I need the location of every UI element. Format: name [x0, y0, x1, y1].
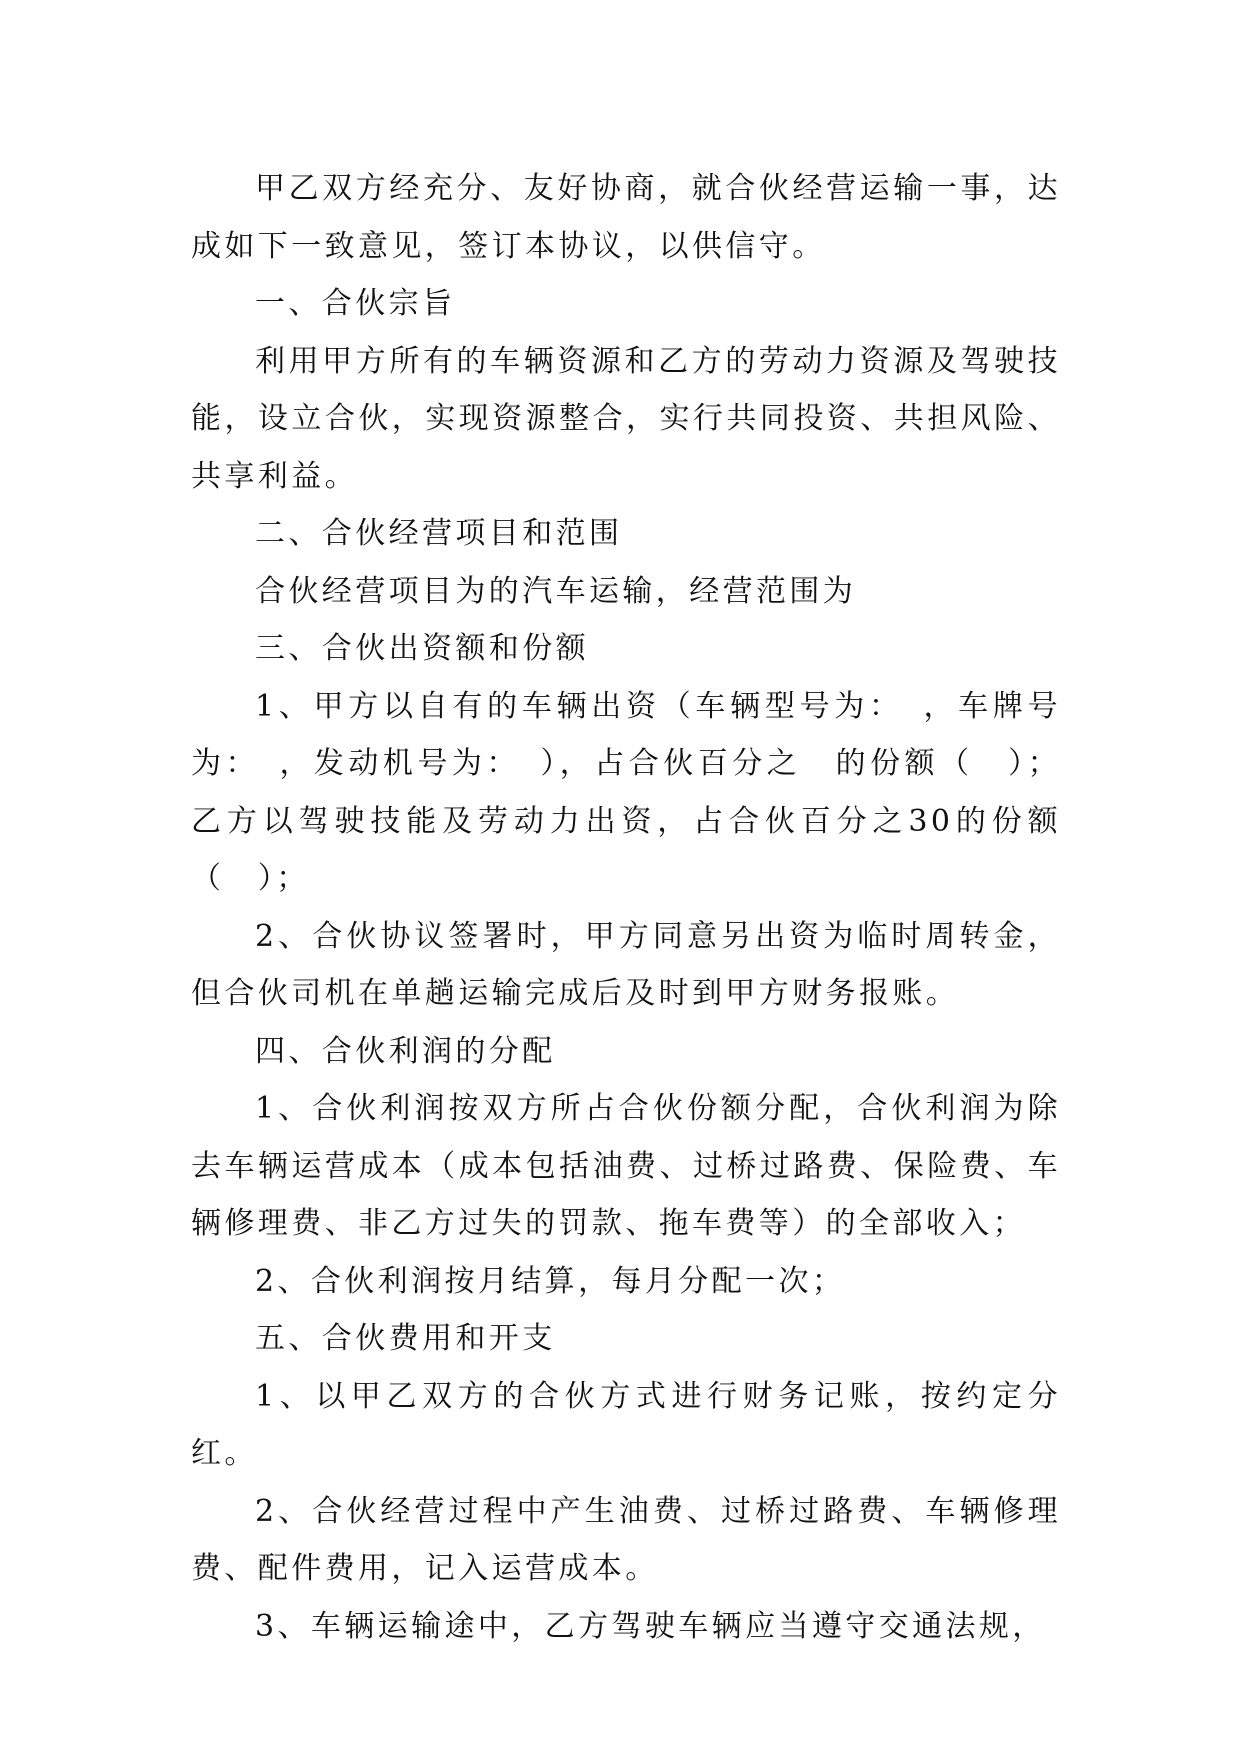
paragraph-expense-2: 2、合伙经营过程中产生油费、过桥过路费、车辆修理费、配件费用，记入运营成本。 — [191, 1493, 1061, 1586]
paragraph-contribution-1: 1、甲方以自有的车辆出资（车辆型号为： ，车牌号为： ，发动机号为： ），占合伙百分之 的份额（ ）；乙方以驾驶技能及劳动力出资，占合伙百分之30的份额（ ）； — [191, 688, 1061, 896]
paragraph-profit-2: 2、合伙利润按月结算，每月分配一次； — [255, 1263, 846, 1299]
section-heading-2: 二、合伙经营项目和范围 — [255, 516, 623, 551]
section-heading-5: 五、合伙费用和开支 — [255, 1321, 556, 1356]
paragraph-expense-3: 3、车辆运输途中，乙方驾驶车辆应当遵守交通法规， — [255, 1608, 1046, 1644]
paragraph-profit-1: 1、合伙利润按双方所占合伙份额分配，合伙利润为除去车辆运营成本（成本包括油费、过桥过路费、保险费、车辆修理费、非乙方过失的罚款、拖车费等）的全部收入； — [191, 1091, 1061, 1241]
section-heading-4: 四、合伙利润的分配 — [255, 1033, 556, 1069]
paragraph-purpose: 利用甲方所有的车辆资源和乙方的劳动力资源及驾驶技能，设立合伙，实现资源整合，实行共同投资、共担风险、共享利益。 — [191, 343, 1061, 494]
paragraph-intro: 甲乙双方经充分、友好协商，就合伙经营运输一事，达成如下一致意见，签订本协议，以供信守。 — [191, 171, 1061, 264]
paragraph-scope: 合伙经营项目为的汽车运输，经营范围为 — [255, 573, 857, 609]
section-heading-3: 三、合伙出资额和份额 — [255, 631, 589, 666]
section-heading-1: 一、合伙宗旨 — [255, 286, 456, 321]
document-body — [191, 160, 1061, 1655]
paragraph-contribution-2: 2、合伙协议签署时，甲方同意另出资为临时周转金，但合伙司机在单趟运输完成后及时到甲方财务报账。 — [191, 918, 1061, 1011]
paragraph-expense-1: 1、以甲乙双方的合伙方式进行财务记账，按约定分红。 — [191, 1378, 1061, 1471]
